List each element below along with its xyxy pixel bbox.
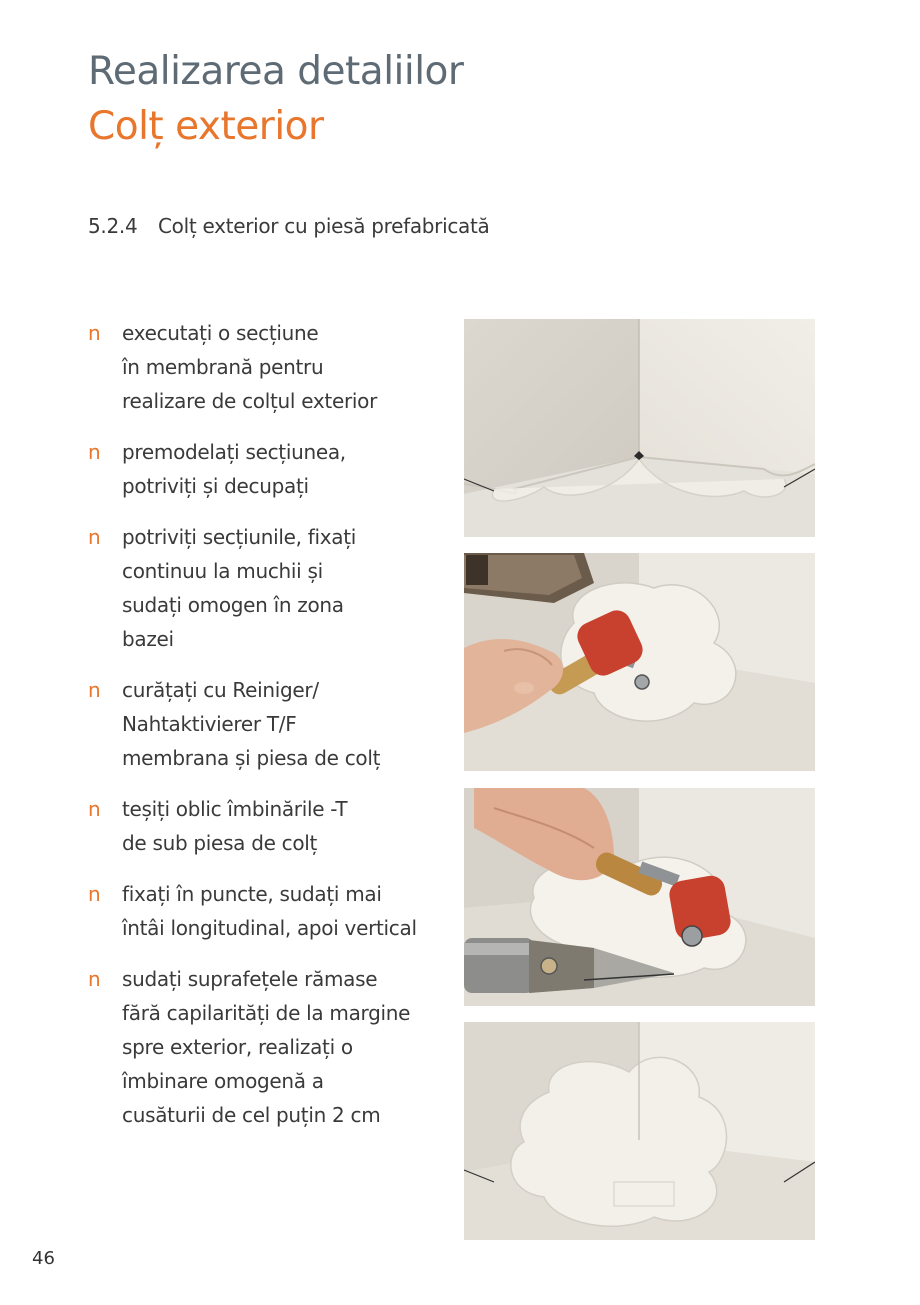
list-item xyxy=(88,520,448,656)
steps-list xyxy=(88,316,448,1149)
step-text: potriviți și decupați xyxy=(122,474,309,498)
step-text: în membrană pentru xyxy=(122,355,324,379)
list-item xyxy=(88,792,448,860)
list-item xyxy=(88,316,448,418)
step-text: potriviți secțiunile, fixați xyxy=(122,525,356,549)
photo-finished-corner-piece xyxy=(464,1022,815,1240)
bullet-marker: n xyxy=(88,321,101,345)
bullet-marker: n xyxy=(88,882,101,906)
list-item xyxy=(88,673,448,775)
step-text: îmbinare omogenă a xyxy=(122,1069,324,1093)
step-text: continuu la muchii și xyxy=(122,559,323,583)
step-text: executați o secțiune xyxy=(122,321,319,345)
step-text: Nahtaktivierer T/F xyxy=(122,712,297,736)
bullet-marker: n xyxy=(88,678,101,702)
roller-illustration xyxy=(464,553,815,771)
bullet-marker: n xyxy=(88,967,101,991)
step-text: realizare de colțul exterior xyxy=(122,389,378,413)
step-text: fixați în puncte, sudați mai xyxy=(122,882,382,906)
bullet-marker: n xyxy=(88,797,101,821)
list-item xyxy=(88,962,448,1132)
step-text: de sub piesa de colț xyxy=(122,831,318,855)
bullet-marker: n xyxy=(88,525,101,549)
corner-illustration xyxy=(464,319,815,537)
page-title: Realizarea detaliilor xyxy=(88,49,464,94)
step-text: curățați cu Reiniger/ xyxy=(122,678,319,702)
photo-corner-cut-membrane xyxy=(464,319,815,537)
section-title: Colț exterior cu piesă prefabricată xyxy=(158,214,490,238)
step-text: premodelați secțiunea, xyxy=(122,440,346,464)
photo-hot-air-welding-corner xyxy=(464,788,815,1006)
step-text: întâi longitudinal, apoi vertical xyxy=(122,916,417,940)
welding-illustration xyxy=(464,788,815,1006)
step-text: spre exterior, realizați o xyxy=(122,1035,353,1059)
step-text: sudați omogen în zona xyxy=(122,593,344,617)
step-text: membrana și piesa de colț xyxy=(122,746,381,770)
list-item xyxy=(88,435,448,503)
page-number: 46 xyxy=(32,1248,55,1269)
finished-corner-illustration xyxy=(464,1022,815,1240)
bullet-marker: n xyxy=(88,440,101,464)
step-text: fără capilarități de la margine xyxy=(122,1001,411,1025)
step-text: cusăturii de cel puțin 2 cm xyxy=(122,1103,381,1127)
page-subtitle: Colț exterior xyxy=(88,104,324,149)
step-text: sudați suprafețele rămase xyxy=(122,967,378,991)
step-text: bazei xyxy=(122,627,174,651)
photo-roller-pressing-corner xyxy=(464,553,815,771)
list-item xyxy=(88,877,448,945)
section-heading xyxy=(88,214,490,238)
section-number: 5.2.4 xyxy=(88,214,138,238)
step-text: teșiți oblic îmbinările -T xyxy=(122,797,348,821)
